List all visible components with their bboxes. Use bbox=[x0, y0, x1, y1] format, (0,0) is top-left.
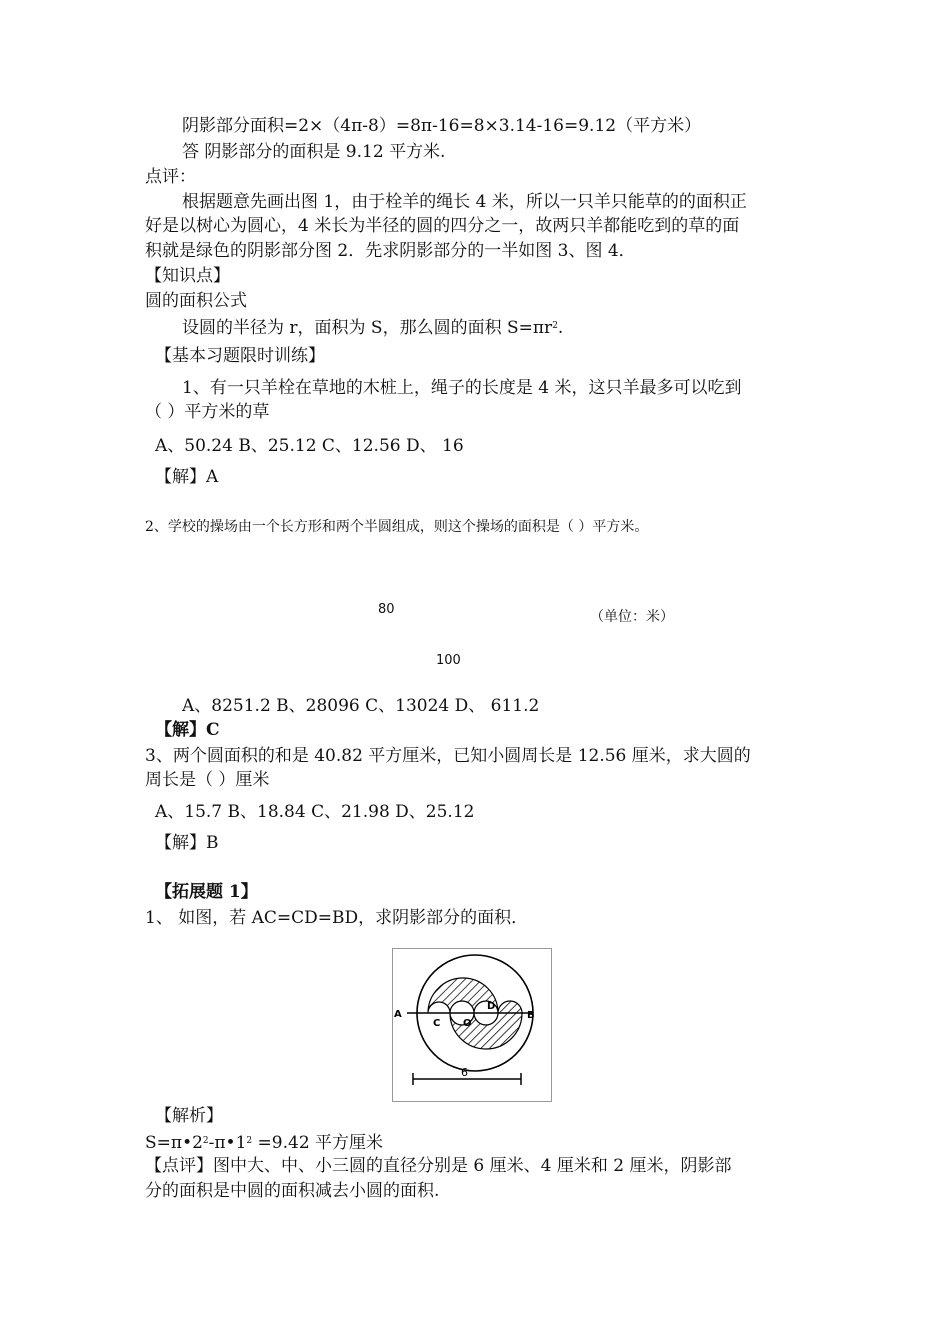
q3-answer: 【解】B bbox=[155, 833, 219, 853]
drill-heading: 【基本习题限时训练】 bbox=[155, 346, 325, 366]
label-d: D bbox=[487, 1001, 496, 1012]
analysis-calculation bbox=[145, 1129, 383, 1155]
label-a: A bbox=[394, 1009, 402, 1020]
q2-width-label: 80 bbox=[378, 602, 395, 617]
calc-exponent-1: 2 bbox=[202, 1136, 209, 1146]
circle-figure-svg bbox=[393, 949, 551, 1101]
calc-part-3: =9.42 平方厘米 bbox=[252, 1133, 384, 1153]
analysis-heading: 【解析】 bbox=[155, 1106, 223, 1126]
q3-line-2: 周长是（ ）厘米 bbox=[145, 770, 270, 790]
comment-line-1: 根据题意先画出图 1，由于栓羊的绳长 4 米，所以一只羊只能草的的面积正 bbox=[182, 192, 747, 212]
knowledge-topic: 圆的面积公式 bbox=[145, 291, 247, 311]
calc-exponent-2: 2 bbox=[246, 1136, 253, 1146]
shaded-region-lower bbox=[450, 1001, 522, 1049]
label-c: C bbox=[433, 1018, 441, 1029]
circle-figure bbox=[392, 948, 552, 1102]
q2-length-label: 100 bbox=[436, 653, 461, 668]
solution-line-1: 阴影部分面积=2×（4π-8）=8π-16=8×3.14-16=9.12（平方米） bbox=[182, 116, 702, 136]
calc-part-2: -π•1 bbox=[208, 1133, 247, 1153]
label-o: O bbox=[463, 1018, 472, 1029]
q2-options: A、8251.2 B、28096 C、13024 D、 611.2 bbox=[182, 696, 540, 716]
label-b: B bbox=[527, 1010, 535, 1021]
solution-answer: 答 阴影部分的面积是 9.12 平方米. bbox=[182, 142, 446, 162]
review-line-1: 【点评】图中大、中、小三圆的直径分别是 6 厘米、4 厘米和 2 厘米，阴影部 bbox=[145, 1156, 732, 1176]
q3-options: A、15.7 B、18.84 C、21.98 D、25.12 bbox=[155, 802, 475, 822]
measure-label: 6 bbox=[461, 1066, 468, 1079]
extension-question: 1、 如图，若 AC=CD=BD，求阴影部分的面积． bbox=[145, 908, 529, 928]
review-line-2: 分的面积是中圆的面积减去小圆的面积. bbox=[145, 1181, 440, 1201]
q1-options: A、50.24 B、25.12 C、12.56 D、 16 bbox=[155, 436, 464, 456]
q2-question: 2、学校的操场由一个长方形和两个半圆组成，则这个操场的面积是（ ）平方米。 bbox=[145, 519, 649, 535]
q2-answer: 【解】C bbox=[155, 720, 220, 740]
q3-line-1: 3、两个圆面积的和是 40.82 平方厘米，已知小圆周长是 12.56 厘米，求大圆的 bbox=[145, 746, 751, 766]
formula-end: . bbox=[557, 318, 564, 338]
comment-line-3: 积就是绿色的阴影部分图 2．先求阴影部分的一半如图 3、图 4． bbox=[145, 241, 636, 261]
q1-line-2: （ ）平方米的草 bbox=[145, 402, 270, 422]
comment-heading: 点评： bbox=[145, 167, 196, 187]
comment-line-2: 好是以树心为圆心，4 米长为半径的圆的四分之一，故两只羊都能吃到的草的面 bbox=[145, 216, 740, 236]
q2-unit-label: （单位：米） bbox=[590, 609, 674, 625]
area-formula bbox=[182, 314, 563, 340]
calc-part-1: S=π•2 bbox=[145, 1133, 203, 1153]
q1-answer: 【解】A bbox=[155, 467, 219, 487]
knowledge-heading: 【知识点】 bbox=[145, 266, 230, 286]
formula-text: 设圆的半径为 r，面积为 S，那么圆的面积 S=πr bbox=[182, 318, 553, 338]
q1-line-1: 1、有一只羊栓在草地的木桩上，绳子的长度是 4 米，这只羊最多可以吃到 bbox=[182, 378, 742, 398]
extension-heading: 【拓展题 1】 bbox=[155, 882, 258, 902]
formula-exponent: 2 bbox=[552, 321, 558, 331]
